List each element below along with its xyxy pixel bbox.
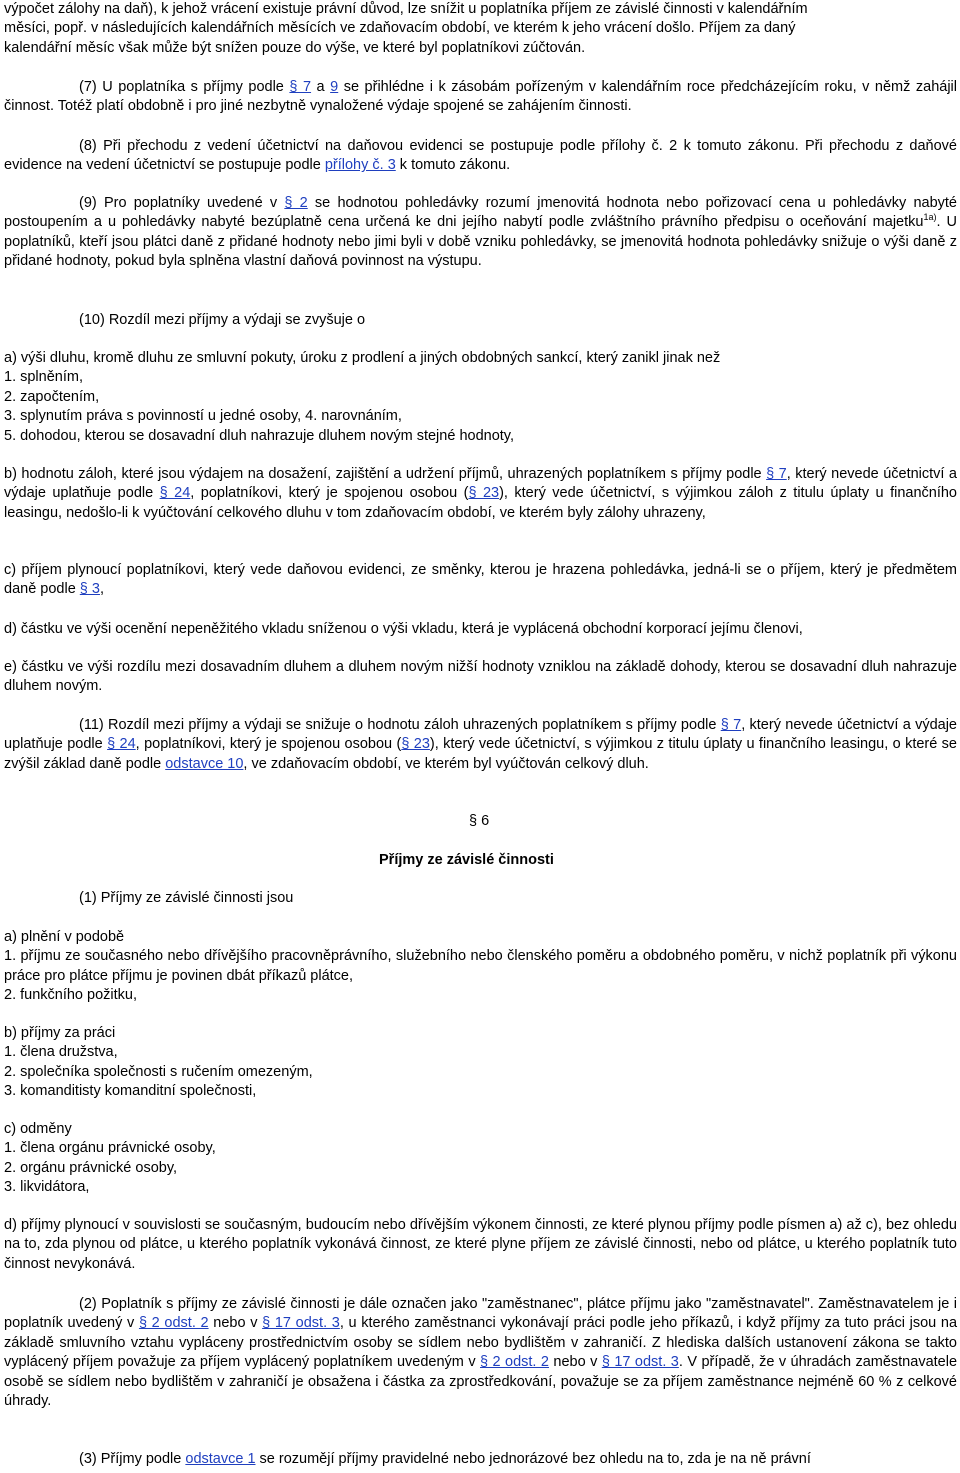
paragraph-10-c: c) příjem plynoucí poplatníkovi, který vede daňovou evidenci, ze směnky, kterou je hrazena pohledávka, jedná-li se o příjem, který je předmětem daně podle § 3, (4, 562, 957, 598)
subsection-1: (1) Příjmy ze závislé činnosti jsou (79, 890, 294, 906)
subsection-3: (3) Příjmy podle odstavce 1 se rozumějí příjmy pravidelné nebo jednorázové bez ohledu na to, zda je na ně právní (79, 1451, 811, 1467)
paragraph-10-a (4, 349, 957, 446)
text-line: b) příjmy za práci (4, 1025, 116, 1041)
link-section-2[interactable]: § 2 (284, 195, 308, 211)
link-paragraph-1[interactable]: odstavce 1 (185, 1451, 256, 1467)
subsection-1-d: d) příjmy plynoucí v souvislosti se současným, budoucím nebo dřívějším výkonem činnosti, ze které plynou příjmy podle písmen a) až c), bez ohledu na to, zda plynou od plátce, u kterého poplatník vykonává činnost, ze které plyne příjem ze závislé činnosti, nebo od plátce, u kterého poplatník tuto činnost nevykonává. (4, 1217, 957, 1272)
paragraph-10-d: d) částku ve výši ocenění nepeněžitého vkladu sníženou o výši vkladu, která je vyplácená obchodní korporací jejímu členovi, (4, 621, 803, 637)
subsection-1-b (4, 1024, 957, 1102)
list-item: 1. splněním, (4, 369, 83, 386)
subsection-1-c (4, 1120, 957, 1198)
paragraph-10-e: e) částku ve výši rozdílu mezi dosavadním dluhem a dluhem novým nižší hodnoty vzniklou na základě dohody, kterou se dosavadní dluh nahrazuje dluhem novým. (4, 659, 957, 695)
link-section-24[interactable]: § 24 (107, 736, 136, 753)
link-section-7[interactable]: § 7 (766, 466, 787, 482)
link-section-23[interactable]: § 23 (468, 485, 500, 502)
link-section-3[interactable]: § 3 (79, 581, 100, 598)
list-item: 1. příjmu ze současného nebo dřívějšího pracovněprávního, služebního nebo členského poměru a obdobného poměru, v nichž poplatník při výkonu práce pro plátce příjmu je povinen dbát příkazů plátce, (4, 948, 957, 984)
link-section-17-par-3[interactable]: § 17 odst. 3 (262, 1315, 340, 1332)
link-section-23[interactable]: § 23 (401, 736, 430, 753)
list-item: 1. člena orgánu právnické osoby, (4, 1140, 216, 1157)
list-item: 3. likvidátora, (4, 1179, 90, 1196)
subsection-1-a (4, 928, 957, 1006)
text-line: měsíci, popř. v následujících kalendářních měsících ve zdaňovacím období, ve kterém k jeho vrácení došlo. Příjem za daný (4, 20, 796, 37)
footnote-ref: 1a) (923, 212, 937, 223)
text-line: c) odměny (4, 1121, 72, 1137)
paragraph-7: (7) U poplatníka s příjmy podle § 7 a 9 se přihlédne i k zásobám pořízeným v kalendářním roce předcházejícím roku, v němž zahájil činnost. Totéž platí obdobně i pro jiné nezbytně vynaložené výdaje spojené se zahájením činnosti. (4, 79, 957, 115)
link-section-7[interactable]: § 7 (289, 79, 312, 95)
text-line: a) plnění v podobě (4, 929, 125, 945)
list-item: 2. funkčního požitku, (4, 987, 137, 1004)
link-section-7[interactable]: § 7 (720, 717, 742, 733)
link-section-24[interactable]: § 24 (159, 485, 191, 502)
link-section-17-par-3[interactable]: § 17 odst. 3 (601, 1354, 679, 1371)
link-annex-3[interactable]: přílohy č. 3 (324, 157, 396, 174)
paragraph-8: (8) Při přechodu z vedení účetnictví na daňovou evidenci se postupuje podle přílohy č. 2 k tomuto zákonu. Při přechodu z daňové evidence na vedení účetnictví se postupuje podle přílohy č. 3 k tomuto zákonu. (4, 138, 957, 174)
paragraph-10-b: b) hodnotu záloh, které jsou výdajem na dosažení, zajištění a udržení příjmů, uhrazených poplatníkem s příjmy podle § 7, který nevede účetnictví a výdaje uplatňuje podle § 24, poplatníkovi, který je spojenou osobou (§ 23), který vede účetnictví, s výjimkou záloh z titulu úplaty u finančního leasingu, nedošlo-li k vyúčtování celkového dluhu v tom zdaňovacím období, ve kterém byly zálohy uhrazeny, (4, 466, 957, 521)
subsection-2: (2) Poplatník s příjmy ze závislé činnosti je dále označen jako "zaměstnanec", plátce příjmu jako "zaměstnavatel". Zaměstnavatelem je i poplatník uvedený v § 2 odst. 2 nebo v § 17 odst. 3, u kterého zaměstnanci vykonávají práci podle jeho příkazů, i když příjmy za tuto práci jsou na základě smluvního vztahu vypláceny prostřednictvím osoby se sídlem nebo bydlištěm v zahraničí. Z hlediska dalších ustanovení zákona se takto vyplácený příjem považuje za příjem vyplácený poplatníkem uvedeným v § 2 odst. 2 nebo v § 17 odst. 3. V případě, že v úhradách zaměstnavatele osobě se sídlem nebo bydlištěm v zahraničí je obsažena i částka za zprostředkování, považuje se za příjem zaměstnance nejméně 60 % z celkové úhrady. (4, 1296, 958, 1410)
list-item: 2. orgánu právnické osoby, (4, 1159, 178, 1176)
list-item: 5. dohodou, kterou se dosavadní dluh nahrazuje dluhem novým stejné hodnoty, (4, 427, 514, 444)
link-section-2-par-2[interactable]: § 2 odst. 2 (138, 1315, 209, 1332)
text-line: výpočet zálohy na daň), k jehož vrácení existuje právní důvod, lze snížit u poplatníka příjem ze závislé činnosti v kalendářním (4, 1, 808, 17)
text-line: a) výši dluhu, kromě dluhu ze smluvní pokuty, úroku z prodlení a jiných obdobných sankcí, který zanikl jinak než (4, 350, 721, 366)
paragraph-10: (10) Rozdíl mezi příjmy a výdaji se zvyšuje o (79, 312, 366, 328)
list-item: 2. společníka společnosti s ručením omezeným, (4, 1063, 313, 1080)
paragraph-9: (9) Pro poplatníky uvedené v § 2 se hodnotou pohledávky rozumí jmenovitá hodnota nebo pořizovací cena u pohledávky nabyté postoupením a u pohledávky nabyté bezúplatně cena určená ke dni jejího nabytí podle zvláštního právního předpisu o oceňování majetku$^{1a)}$. U poplatníků, kteří jsou plátci daně z přidané hodnoty nebo jimi byli v době vzniku pohledávky, se jmenovitá hodnota pohledávky snižuje o výši daně z přidané hodnoty, pokud byla splněna vlastní daňová povinnost na výstupu. (4, 195, 957, 270)
link-paragraph-10[interactable]: odstavce 10 (165, 755, 244, 772)
paragraph-11: (11) Rozdíl mezi příjmy a výdaji se snižuje o hodnotu záloh uhrazených poplatníkem s příjmy podle § 7, který nevede účetnictví a výdaje uplatňuje podle § 24, poplatníkovi, který je spojenou osobou (§ 23), který vede účetnictví, s výjimkou z titulu úplaty u finančního leasingu, o které se zvýšil základ daně podle odstavce 10, ve zdaňovacím období, ve kterém byl vyúčtován celkový dluh. (4, 717, 957, 772)
list-item: 3. splynutím práva s povinností u jedné osoby, 4. narovnáním, (4, 408, 402, 425)
section-number: § 6 (469, 813, 490, 829)
link-section-2-par-2[interactable]: § 2 odst. 2 (480, 1354, 549, 1371)
list-item: 2. započtením, (4, 388, 100, 405)
paragraph-continuation (4, 0, 957, 58)
text-line: kalendářní měsíc však může být snížen pouze do výše, ve které byl poplatníkovi zúčtován. (4, 39, 586, 56)
section-title: Příjmy ze závislé činnosti (379, 852, 554, 868)
list-item: 1. člena družstva, (4, 1044, 118, 1061)
list-item: 3. komanditisty komanditní společnosti, (4, 1083, 257, 1100)
link-section-9[interactable]: 9 (330, 79, 339, 95)
